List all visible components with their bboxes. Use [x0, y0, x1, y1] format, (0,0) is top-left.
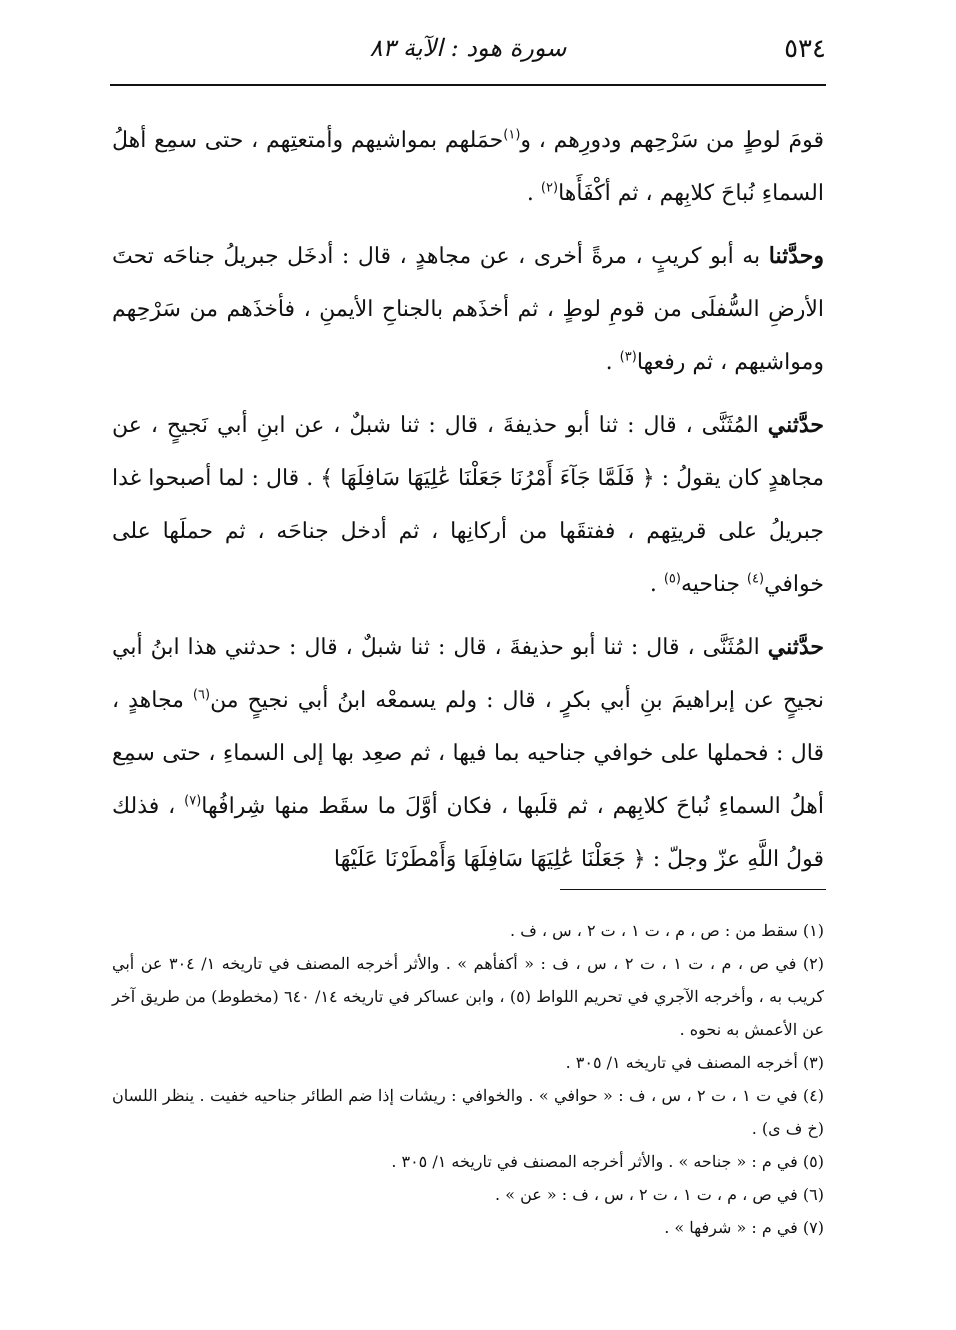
page-number: ٥٣٤ — [784, 34, 826, 64]
text-segment: قومَ لوطٍ من سَرْحِهم ودورِهم ، و — [520, 128, 825, 153]
text-segment: . — [526, 181, 541, 206]
footnote-marker: (٣) — [619, 349, 637, 365]
footnote-marker: (٧) — [184, 793, 202, 809]
footnote-item: (٦) في ص ، م ، ت ١ ، ت ٢ ، س ، ف : « عن » . — [495, 1185, 824, 1204]
text-segment: جناحيه — [680, 572, 747, 597]
footnote-marker: (٦) — [192, 687, 211, 703]
quran-quote: ﴿ جَعَلْنَا عَٰلِيَهَا سَافِلَهَا وَأَمْطَرْنَا عَلَيْهَا — [333, 847, 646, 872]
text-segment: . — [649, 572, 664, 597]
text-segment: به أبو كريبٍ ، مرةً أخرى ، عن مجاهدٍ ، قال : أدخَل جبريلُ جناحَه تحتَ الأرضِ السُّفلَى من قومِ لوطٍ ، ثم أخذَهم بالجناحِ الأيمنِ ، فأخذَهم من سَرْحِهم ومواشيهم ، ثم رفعها — [112, 244, 824, 375]
paragraph — [112, 399, 824, 611]
text-segment: حمَلهم بمواشيهم وأمتعتِهم ، حتى سمِع أهلُ السماءِ نُباحَ كلابِهم ، ثم أكْفَأَها — [112, 128, 824, 206]
footnote-item: (٥) في م : « جناحه » . والأثر أخرجه المصنف في تاريخه ١/ ٣٠٥ . — [391, 1152, 824, 1171]
paragraph-lead: حدَّثني — [767, 634, 824, 660]
footnote-marker: (١) — [503, 127, 521, 143]
text-segment: ، فذلك قولُ اللَّهِ عزّ وجلّ : — [112, 794, 824, 872]
paragraph — [112, 114, 824, 220]
text-segment: . قال : لما أصبحوا غدا جبريلُ على قريتِهم ، ففتقَها من أركانِها ، ثم أدخل جناحَه ، ثم حملَها على خوافي — [112, 466, 824, 597]
text-segment: مجاهدٍ ، قال : فحملها على خوافي جناحيه بما فيها ، ثم صعِد بها إلى السماءِ ، حتى سمِع أهلُ السماءِ نُباحَ كلابِهم ، ثم قلَبها ، فكان أوَّلَ ما سقَط منها شِرافُها — [112, 688, 824, 819]
footnote-item: (٣) أخرجه المصنف في تاريخه ١/ ٣٠٥ . — [565, 1053, 824, 1072]
header-rule — [110, 84, 826, 86]
paragraph-lead: حدَّثني — [767, 412, 824, 438]
main-text — [112, 114, 824, 896]
footnote-separator — [560, 889, 826, 890]
paragraph — [112, 621, 824, 886]
paragraph — [112, 230, 824, 389]
footnote-item: (٢) في ص ، م ، ت ١ ، ت ٢ ، س ، ف : « أكفأهم » . والأثر أخرجه المصنف في تاريخه ١/ ٣٠٤ عن أبي كريب به ، وأخرجه الآجري في تحريم اللواط (٥) ، وابن عساكر في تاريخه ١٤/ ٦٤٠ (مخطوط) من طريق آخر عن الأعمش به نحوه . — [112, 954, 825, 1039]
footnotes — [112, 914, 824, 1244]
text-segment: . — [605, 350, 620, 375]
footnote-marker: (٤) — [746, 571, 765, 587]
footnote-marker: (٥) — [663, 571, 681, 587]
footnote-item: (٧) في م : « شرفها » . — [664, 1218, 824, 1237]
text-segment: المُثَنَّى ، قال : ثنا أبو حذيفةَ ، قال : ثنا شبلٌ ، قال : حدثني هذا ابنُ أبي نجيحٍ عن إبراهيمَ بنِ أبي بكرٍ ، قال : ولم يسمعْه ابنُ أبي نجيحٍ من — [112, 635, 824, 713]
paragraph-lead: وحدَّثنا — [768, 243, 824, 269]
quran-quote: ﴿ فَلَمَّا جَآءَ أَمْرُنَا جَعَلْنَا عَٰلِيَهَا سَافِلَهَا ﴾ — [320, 466, 655, 491]
footnote-item: (١) سقط من : ص ، م ، ت ١ ، ت ٢ ، س ، ف . — [510, 921, 824, 940]
running-title: سورة هود : الآية ٨٣ — [369, 34, 567, 62]
page-header — [110, 34, 826, 74]
footnote-item: (٤) في ت ١ ، ت ٢ ، س ، ف : « حوافي » . والخوافي : ريشات إذا ضم الطائر جناحيه خفيت . ينظر اللسان (خ ف ى) . — [112, 1086, 825, 1138]
footnote-marker: (٢) — [540, 180, 559, 196]
text-segment: المُثَنَّى ، قال : ثنا أبو حذيفةَ ، قال : ثنا شبلٌ ، عن ابنِ أبي نَجيحٍ ، عن مجاهدٍ كان يقولُ : — [112, 413, 824, 491]
